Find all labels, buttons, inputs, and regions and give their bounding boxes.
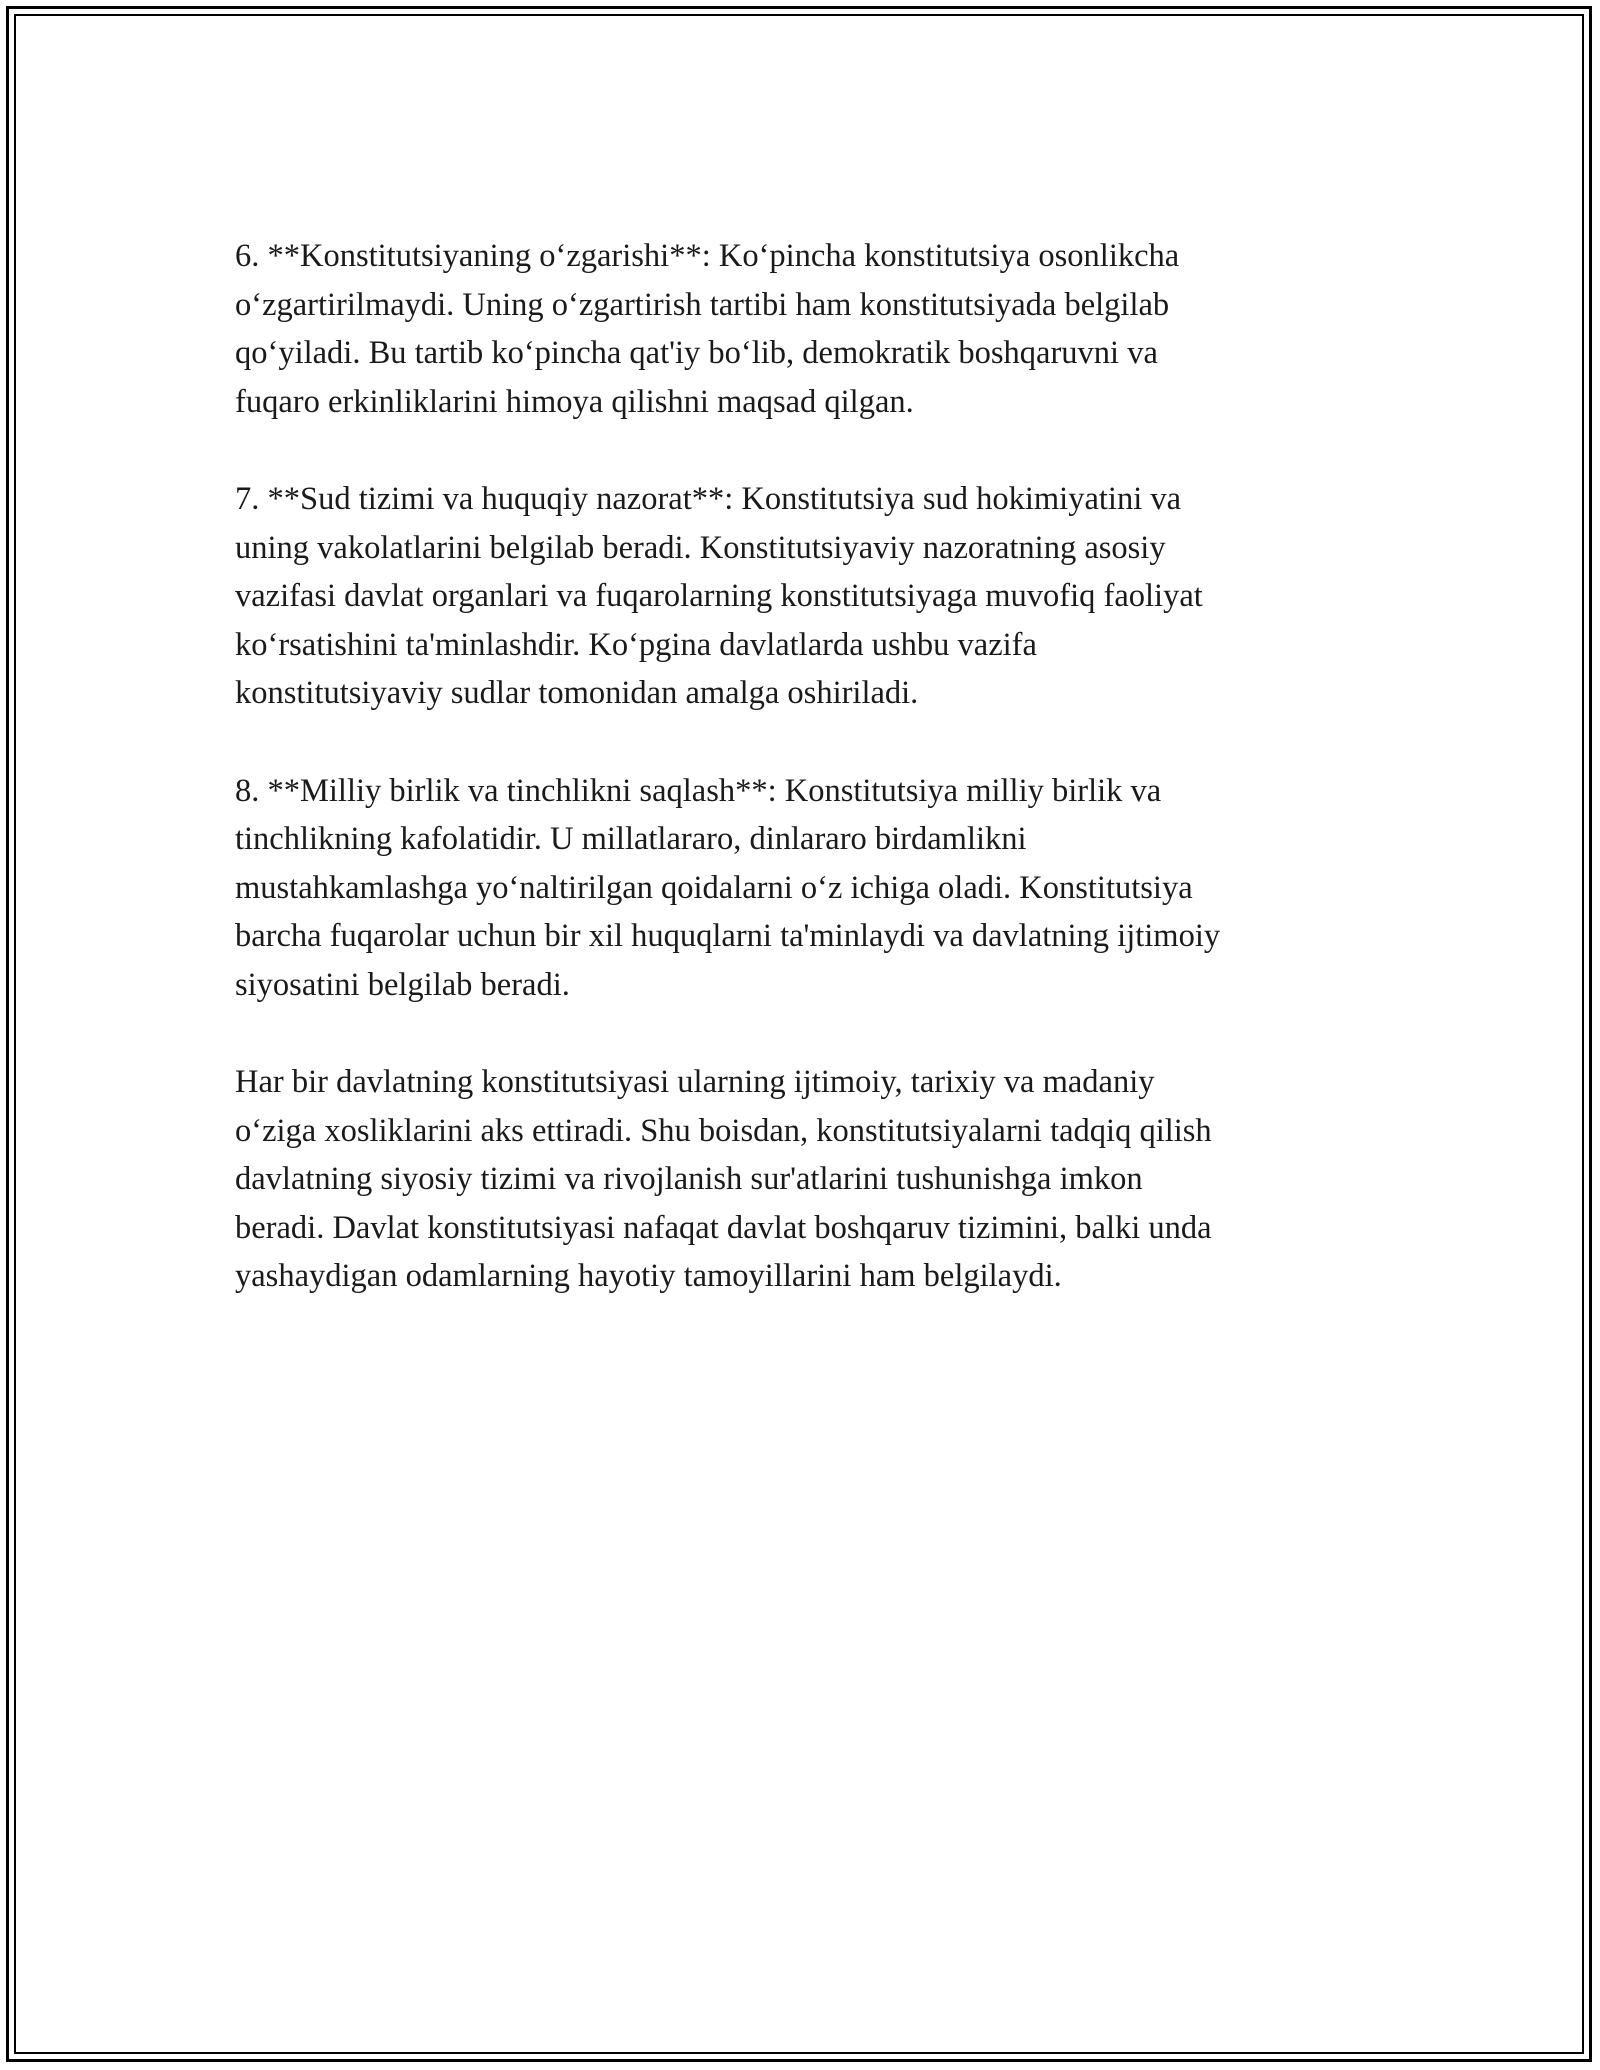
- document-body: [235, 232, 1365, 1350]
- paragraph-conclusion: Har bir davlatning konstitutsiyasi ularning ijtimoiy, tarixiy va madaniy o‘ziga xosliklarini aks ettiradi. Shu boisdan, konstitutsiyalarni tadqiq qilish davlatning siyosiy tizimi va rivojlanish sur'atlarini tushunishga imkon beradi. Davlat konstitutsiyasi nafaqat davlat boshqaruv tizimini, balki unda yashaydigan odamlarning hayotiy tamoyillarini ham belgilaydi.: [235, 1064, 1212, 1295]
- paragraph-item-7: 7. **Sud tizimi va huquqiy nazorat**: Konstitutsiya sud hokimiyatini va uning vakolatlarini belgilab beradi. Konstitutsiyaviy nazoratning asosiy vazifasi davlat organlari va fuqarolarning konstitutsiyaga muvofiq faoliyat ko‘rsatishini ta'minlashdir. Ko‘pgina davlatlarda ushbu vazifa konstitutsiyaviy sudlar tomonidan amalga oshiriladi.: [235, 480, 1203, 712]
- paragraph-item-8: 8. **Milliy birlik va tinchlikni saqlash**: Konstitutsiya milliy birlik va tinchlikning kafolatidir. U millatlararo, dinlararo birdamlikni mustahkamlashga yo‘naltirilgan qoidalarni o‘z ichiga oladi. Konstitutsiya barcha fuqarolar uchun bir xil huquqlarni ta'minlaydi va davlatning ijtimoiy siyosatini belgilab beradi.: [235, 772, 1221, 1003]
- paragraph-item-6: 6. **Konstitutsiyaning o‘zgarishi**: Ko‘pincha konstitutsiya osonlikcha o‘zgartirilmaydi. Uning o‘zgartirish tartibi ham konstitutsiyada belgilab qo‘yiladi. Bu tartib ko‘pincha qat'iy bo‘lib, demokratik boshqaruvni va fuqaro erkinliklarini himoya qilishni maqsad qilgan.: [235, 238, 1180, 420]
